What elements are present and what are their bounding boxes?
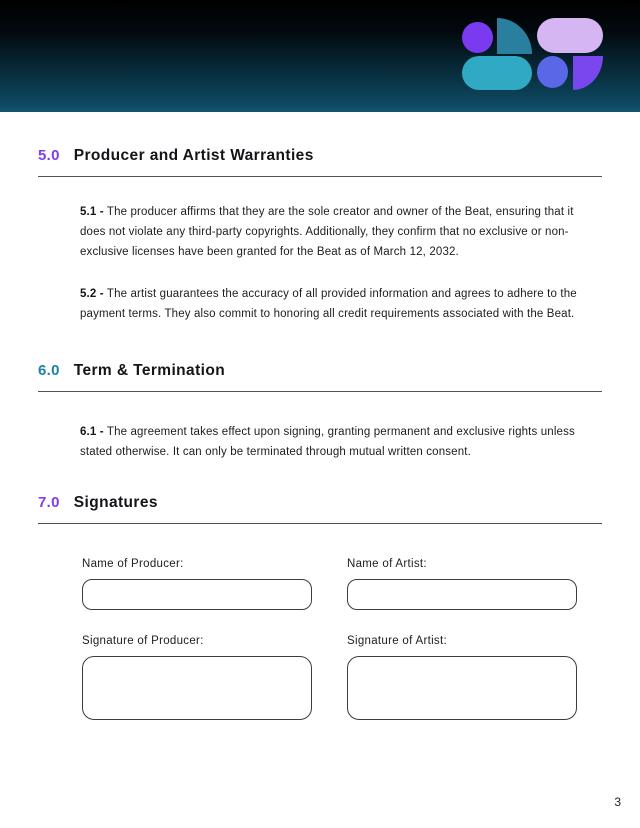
signature-of-artist-input[interactable] bbox=[347, 656, 577, 720]
section-number: 5.0 bbox=[38, 147, 60, 164]
field-name-of-artist bbox=[347, 558, 577, 610]
clause-label: 5.2 - bbox=[80, 288, 104, 300]
section-warranties bbox=[38, 147, 602, 324]
purple-quarter-icon bbox=[573, 56, 603, 90]
blue-circle-icon bbox=[537, 56, 568, 88]
clause-label: 6.1 - bbox=[80, 426, 104, 438]
section-title: Term & Termination bbox=[73, 362, 226, 379]
signature-of-producer-input[interactable] bbox=[82, 656, 312, 720]
field-signature-of-artist bbox=[347, 635, 577, 725]
clause-6-1 bbox=[80, 422, 586, 462]
field-name-of-producer bbox=[82, 558, 312, 610]
section-divider bbox=[38, 176, 602, 177]
name-of-producer-input[interactable] bbox=[82, 579, 312, 610]
section-number: 7.0 bbox=[38, 494, 60, 511]
section-number: 6.0 bbox=[38, 362, 60, 379]
section-heading bbox=[38, 362, 602, 380]
header-band bbox=[0, 0, 640, 112]
section-signatures bbox=[38, 494, 602, 725]
field-signature-of-producer bbox=[82, 635, 312, 725]
clause-text: The agreement takes effect upon signing, granting permanent and exclusive rights unless stated otherwise. It can only be terminated through mutual written consent. bbox=[80, 426, 575, 458]
signature-of-producer-label: Signature of Producer: bbox=[82, 635, 204, 647]
name-of-producer-label: Name of Producer: bbox=[82, 558, 184, 570]
page-number: 3 bbox=[614, 795, 621, 809]
lavender-pill-icon bbox=[537, 18, 603, 53]
signature-of-artist-label: Signature of Artist: bbox=[347, 635, 447, 647]
brand-logo bbox=[461, 17, 603, 90]
document-body bbox=[0, 147, 640, 725]
section-heading bbox=[38, 494, 602, 512]
teal-pill-icon bbox=[462, 56, 532, 90]
name-of-artist-label: Name of Artist: bbox=[347, 558, 427, 570]
clause-5-1 bbox=[80, 202, 586, 262]
signature-form bbox=[82, 558, 602, 725]
name-of-artist-input[interactable] bbox=[347, 579, 577, 610]
section-divider bbox=[38, 523, 602, 524]
clause-label: 5.1 - bbox=[80, 206, 104, 218]
clause-5-2 bbox=[80, 284, 586, 324]
clause-text: The producer affirms that they are the sole creator and owner of the Beat, ensuring that it does not violate any third-party copyrights. Additionally, they confirm that no exclusive or non-exclusive licenses have been granted for the Beat as of March 12, 2032. bbox=[80, 206, 574, 258]
section-heading bbox=[38, 147, 602, 165]
teal-quarter-icon bbox=[497, 18, 532, 54]
section-term-termination bbox=[38, 362, 602, 462]
section-title: Producer and Artist Warranties bbox=[73, 147, 314, 164]
section-title: Signatures bbox=[73, 494, 158, 511]
clause-text: The artist guarantees the accuracy of all provided information and agrees to adhere to the payment terms. They also commit to honoring all credit requirements associated with the Beat. bbox=[80, 288, 577, 320]
section-divider bbox=[38, 391, 602, 392]
purple-circle-icon bbox=[462, 22, 493, 53]
